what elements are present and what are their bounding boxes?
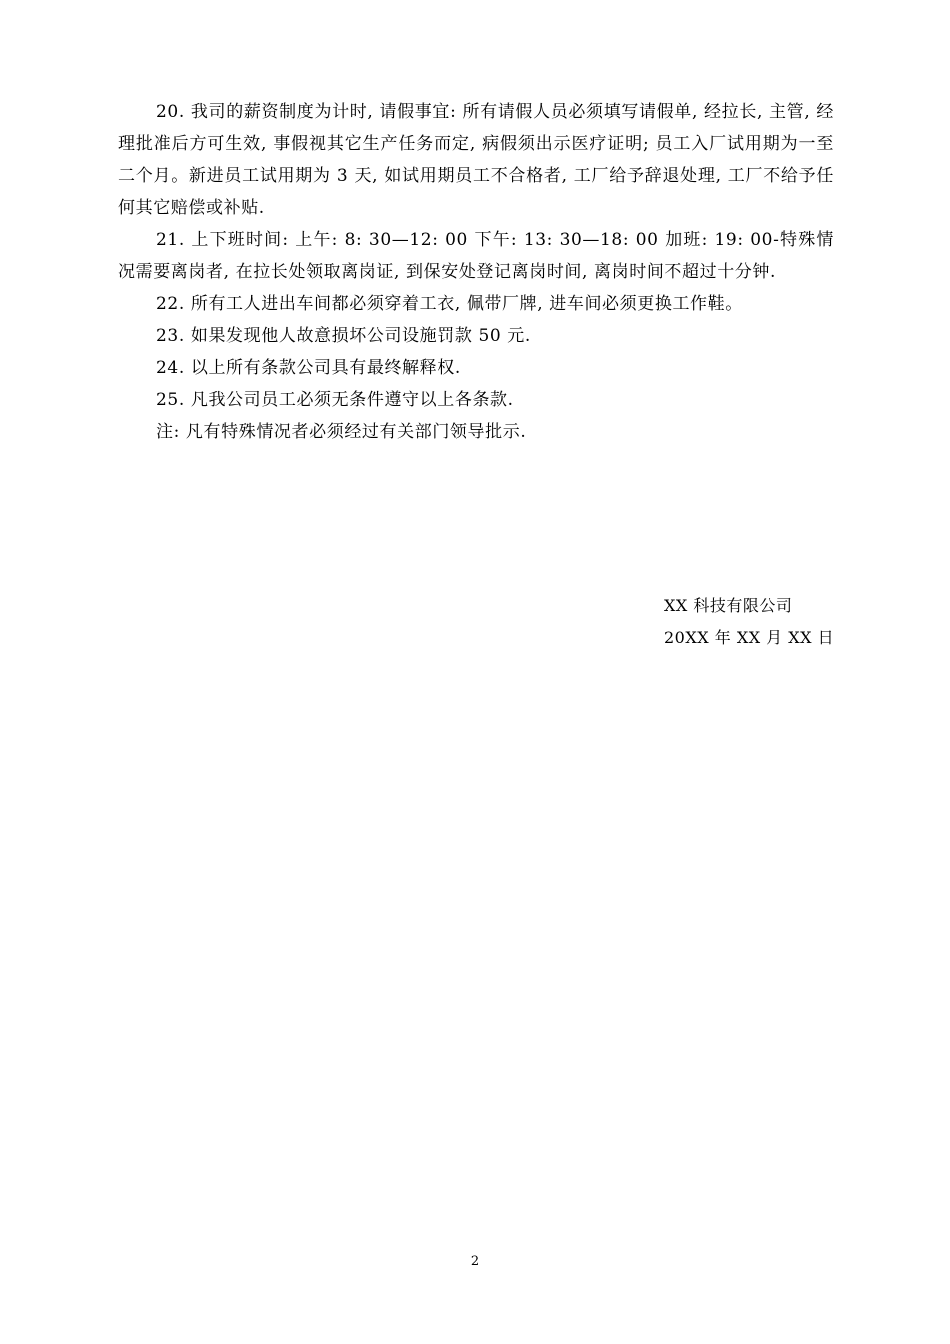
signature-block (664, 590, 834, 654)
company-name: XX 科技有限公司 (664, 596, 793, 615)
clause-24: 24. 以上所有条款公司具有最终解释权. (156, 358, 461, 378)
clause-22: 22. 所有工人进出车间都必须穿着工衣, 佩带厂牌, 进车间必须更换工作鞋。 (156, 294, 743, 314)
document-body (118, 96, 834, 448)
clause-20: 20. 我司的薪资制度为计时, 请假事宜: 所有请假人员必须填写请假单, 经拉长, 主管, 经理批准后方可生效, 事假视其它生产任务而定, 病假须出示医疗证明; 员工入厂试用期为一至二个月。新进员工试用期为 3 天, 如试用期员工不合格者, 工厂给予辞退处理, 工厂不给予任何其它赔偿或补贴. (118, 102, 834, 218)
page-number: 2 (470, 1254, 480, 1269)
note: 注: 凡有特殊情况者必须经过有关部门领导批示. (156, 422, 527, 442)
clause-21: 21. 上下班时间: 上午: 8: 30—12: 00 下午: 13: 30—18: 00 加班: 19: 00-特殊情况需要离岗者, 在拉长处领取离岗证, 到保安处登记离岗时间, 离岗时间不超过十分钟. (118, 230, 834, 282)
signature-date: 20XX 年 XX 月 XX 日 (664, 628, 835, 647)
clause-25: 25. 凡我公司员工必须无条件遵守以上各条款. (156, 390, 514, 410)
clause-23: 23. 如果发现他人故意损坏公司设施罚款 50 元. (156, 326, 531, 346)
